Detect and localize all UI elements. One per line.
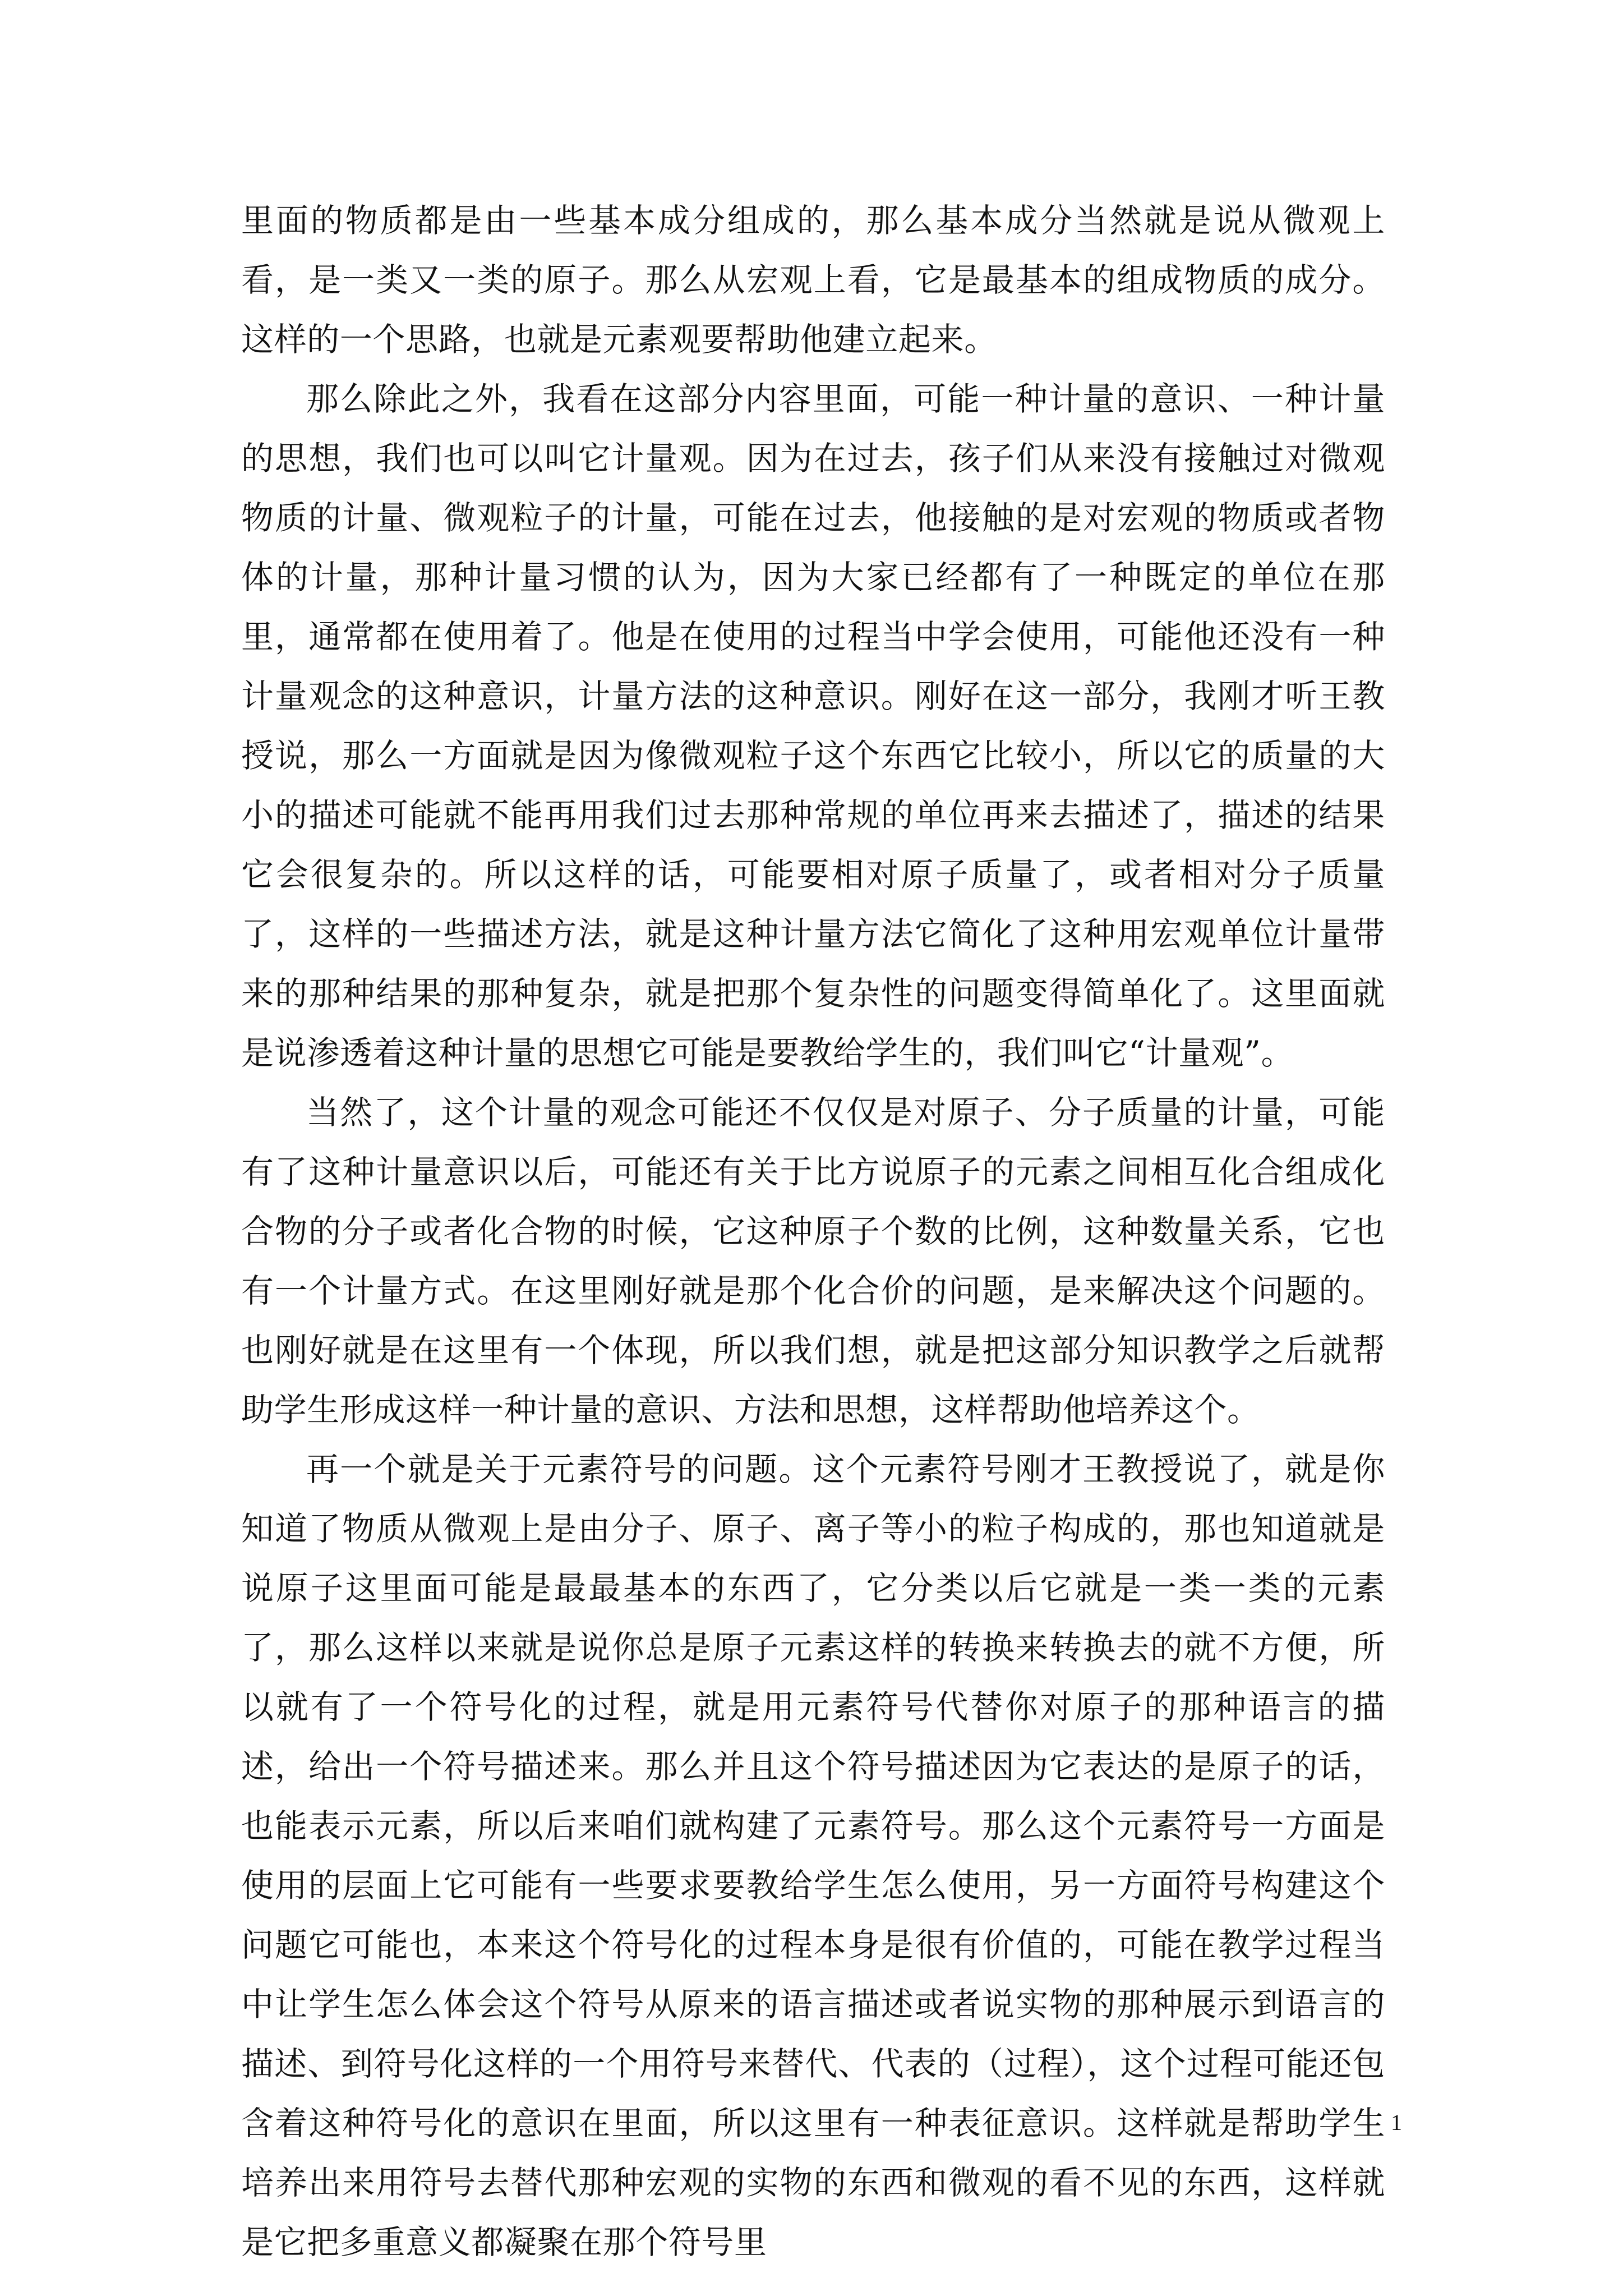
- page-number: 1: [1391, 2110, 1402, 2135]
- paragraph-4: 再一个就是关于元素符号的问题。这个元素符号刚才王教授说了，就是你知道了物质从微观上是由分子、原子、离子等小的粒子构成的，那也知道就是说原子这里面可能是最最基本的东西了，它分类以后它就是一类一类的元素了，那么这样以来就是说你总是原子元素这样的转换来转换去的就不方便，所以就有了一个符号化的过程，就是用元素符号代替你对原子的那种语言的描述，给出一个符号描述来。那么并且这个符号描述因为它表达的是原子的话，也能表示元素，所以后来咱们就构建了元素符号。那么这个元素符号一方面是使用的层面上它可能有一些要求要教给学生怎么使用，另一方面符号构建这个问题它可能也，本来这个符号化的过程本身是很有价值的，可能在教学过程当中让学生怎么体会这个符号从原来的语言描述或者说实物的那种展示到语言的描述、到符号化这样的一个用符号来替代、代表的（过程），这个过程可能还包含着这种符号化的意识在里面，所以这里有一种表征意识。这样就是帮助学生培养出来用符号去替代那种宏观的实物的东西和微观的看不见的东西，这样就是它把多重意义都凝聚在那个符号里: [241, 1450, 1385, 2261]
- paragraph-2: 那么除此之外，我看在这部分内容里面，可能一种计量的意识、一种计量的思想，我们也可以叫它计量观。因为在过去，孩子们从来没有接触过对微观物质的计量、微观粒子的计量，可能在过去，他接触的是对宏观的物质或者物体的计量，那种计量习惯的认为，因为大家已经都有了一种既定的单位在那里，通常都在使用着了。他是在使用的过程当中学会使用，可能他还没有一种计量观念的这种意识，计量方法的这种意识。刚好在这一部分，我刚才听王教授说，那么一方面就是因为像微观粒子这个东西它比较小，所以它的质量的大小的描述可能就不能再用我们过去那种常规的单位再来去描述了，描述的结果它会很复杂的。所以这样的话，可能要相对原子质量了，或者相对分子质量了，这样的一些描述方法，就是这种计量方法它简化了这种用宏观单位计量带来的那种结果的那种复杂，就是把那个复杂性的问题变得简单化了。这里面就是说渗透着这种计量的思想它可能是要教给学生的，我们叫它“计量观”。: [241, 380, 1385, 1072]
- document-page: [241, 191, 1385, 2272]
- paragraph-3: 当然了，这个计量的观念可能还不仅仅是对原子、分子质量的计量，可能有了这种计量意识以后，可能还有关于比方说原子的元素之间相互化合组成化合物的分子或者化合物的时候，它这种原子个数的比例，这种数量关系，它也有一个计量方式。在这里刚好就是那个化合价的问题，是来解决这个问题的。也刚好就是在这里有一个体现，所以我们想，就是把这部分知识教学之后就帮助学生形成这样一种计量的意识、方法和思想，这样帮助他培养这个。: [241, 1093, 1385, 1429]
- paragraph-1: 里面的物质都是由一些基本成分组成的，那么基本成分当然就是说从微观上看，是一类又一类的原子。那么从宏观上看，它是最基本的组成物质的成分。这样的一个思路，也就是元素观要帮助他建立起来。: [241, 201, 1385, 358]
